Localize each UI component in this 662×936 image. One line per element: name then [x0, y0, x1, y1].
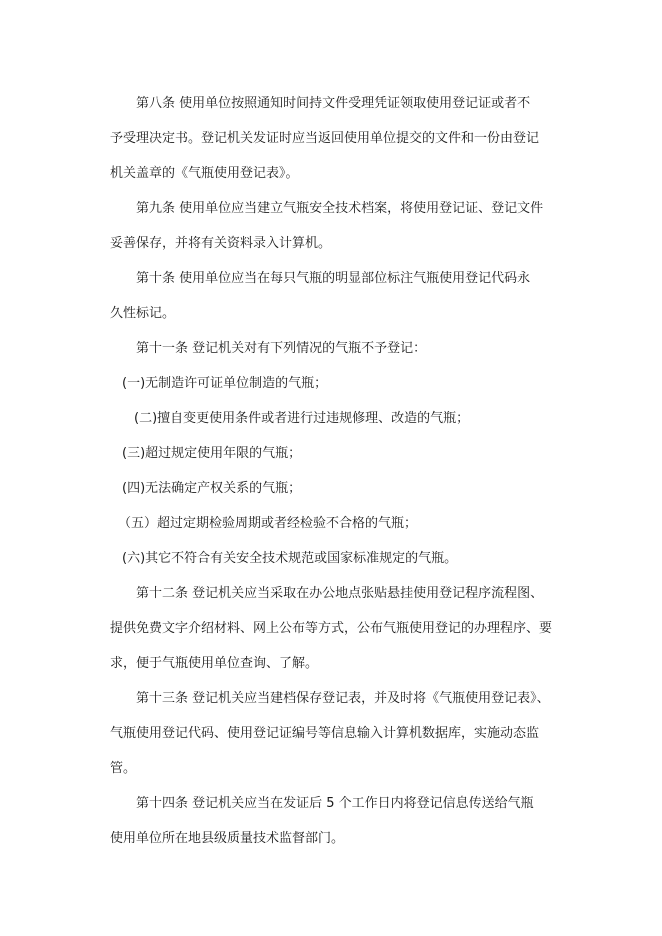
article-9-line-1: 第九条 使用单位应当建立气瓶安全技术档案，将使用登记证、登记文件 [136, 201, 544, 216]
article-11-item-1: (一)无制造许可证单位制造的气瓶； [122, 376, 328, 391]
article-14-line-2: 使用单位所在地县级质量技术监督部门。 [110, 831, 345, 846]
article-12-line-2: 提供免费文字介绍材料、网上公布等方式，公布气瓶使用登记的办理程序、要 [110, 621, 553, 636]
article-11-intro: 第十一条 登记机关对有下列情况的气瓶不予登记： [136, 341, 427, 356]
article-12-line-3: 求，便于气瓶使用单位查询、了解。 [110, 656, 319, 671]
article-13-line-1: 第十三条 登记机关应当建档保存登记表，并及时将《气瓶使用登记表》、 [136, 691, 550, 706]
article-11-item-4: (四)无法确定产权关系的气瓶； [122, 481, 302, 496]
article-14-line-1: 第十四条 登记机关应当在发证后 5 个工作日内将登记信息传送给气瓶 [136, 796, 534, 811]
article-13-line-2: 气瓶使用登记代码、使用登记证编号等信息输入计算机数据库，实施动态监 [110, 726, 540, 741]
article-8-line-1: 第八条 使用单位按照通知时间持文件受理凭证领取使用登记证或者不 [136, 96, 531, 111]
article-11-item-3: (三)超过规定使用年限的气瓶； [122, 446, 302, 461]
article-9-line-2: 妥善保存，并将有关资料录入计算机。 [110, 236, 332, 251]
article-13-line-3: 管。 [110, 761, 137, 776]
article-10-line-2: 久性标记。 [110, 306, 176, 321]
article-8-line-2: 予受理决定书。登记机关发证时应当返回使用单位提交的文件和一份由登记 [110, 131, 540, 146]
article-11-item-2: (二)擅自变更使用条件或者进行过违规修理、改造的气瓶； [134, 411, 470, 426]
article-8-line-3: 机关盖章的《气瓶使用登记表》。 [110, 166, 299, 181]
article-11-item-5: （五）超过定期检验周期或者经检验不合格的气瓶； [118, 516, 418, 531]
article-12-line-1: 第十二条 登记机关应当采取在办公地点张贴悬挂使用登记程序流程图、 [136, 586, 544, 601]
article-10-line-1: 第十条 使用单位应当在每只气瓶的明显部位标注气瓶使用登记代码永 [136, 271, 531, 286]
article-11-item-6: (六)其它不符合有关安全技术规范或国家标准规定的气瓶。 [122, 551, 458, 566]
